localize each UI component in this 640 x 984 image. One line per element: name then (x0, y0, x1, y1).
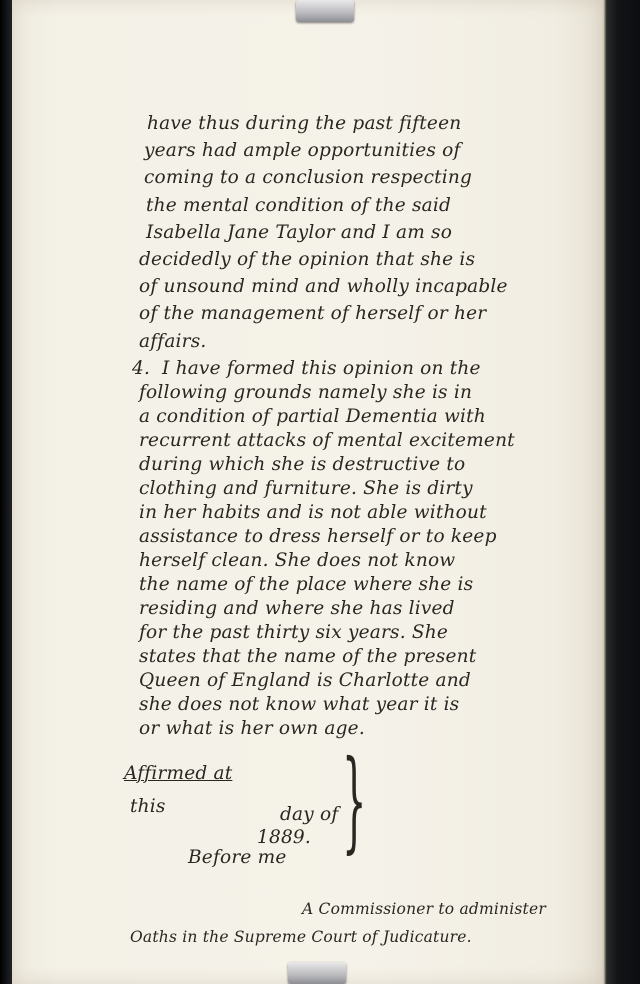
text-line: Isabella Jane Taylor and I am so (146, 221, 453, 243)
text-line: for the past thirty six years. She (139, 621, 449, 643)
binding-clip-bottom (288, 962, 346, 984)
text-line: the name of the place where she is (139, 573, 474, 595)
text-line: following grounds namely she is in (139, 381, 473, 403)
text-line: recurrent attacks of mental excitement (139, 429, 515, 451)
text-line: of unsound mind and wholly incapable (139, 276, 508, 298)
text-line: assistance to dress herself or to keep (139, 525, 497, 547)
text-line: a condition of partial Dementia with (139, 405, 486, 427)
day-of-label: day of (280, 804, 339, 825)
text-line: years had ample opportunities of (144, 140, 461, 162)
text-line: or what is her own age. (139, 717, 365, 739)
binding-clip-top (296, 0, 354, 22)
text-line: states that the name of the present (139, 645, 477, 667)
text-line: of the management of herself or her (139, 303, 487, 325)
text-line: residing and where she has lived (139, 597, 455, 619)
text-line: the mental condition of the said (146, 194, 452, 216)
before-me-label: Before me (188, 847, 287, 868)
paragraph-number: 4. (132, 357, 151, 379)
page-edge (602, 0, 640, 984)
this-label: this (130, 796, 166, 817)
brace-mark: } (342, 736, 367, 864)
text-line: Queen of England is Charlotte and (139, 669, 471, 691)
book-binding (0, 0, 12, 984)
commissioner-line-2: Oaths in the Supreme Court of Judicature. (130, 928, 472, 946)
handwritten-text (12, 0, 602, 984)
affirmed-at: Affirmed at (124, 763, 233, 784)
text-line: in her habits and is not able without (139, 501, 487, 523)
text-line: clothing and furniture. She is dirty (139, 477, 473, 499)
text-line: I have formed this opinion on the (162, 357, 481, 379)
commissioner-line-1: A Commissioner to administer (302, 900, 546, 918)
text-line: decidedly of the opinion that she is (139, 249, 476, 270)
text-line: coming to a conclusion respecting (144, 167, 473, 189)
year-label: 1889. (257, 827, 311, 848)
text-line: affairs. (139, 330, 207, 352)
document-page (12, 0, 602, 984)
text-line: she does not know what year it is (139, 693, 460, 715)
text-line: have thus during the past fifteen (147, 113, 462, 134)
text-line: herself clean. She does not know (139, 549, 456, 571)
text-line: during which she is destructive to (139, 453, 466, 475)
